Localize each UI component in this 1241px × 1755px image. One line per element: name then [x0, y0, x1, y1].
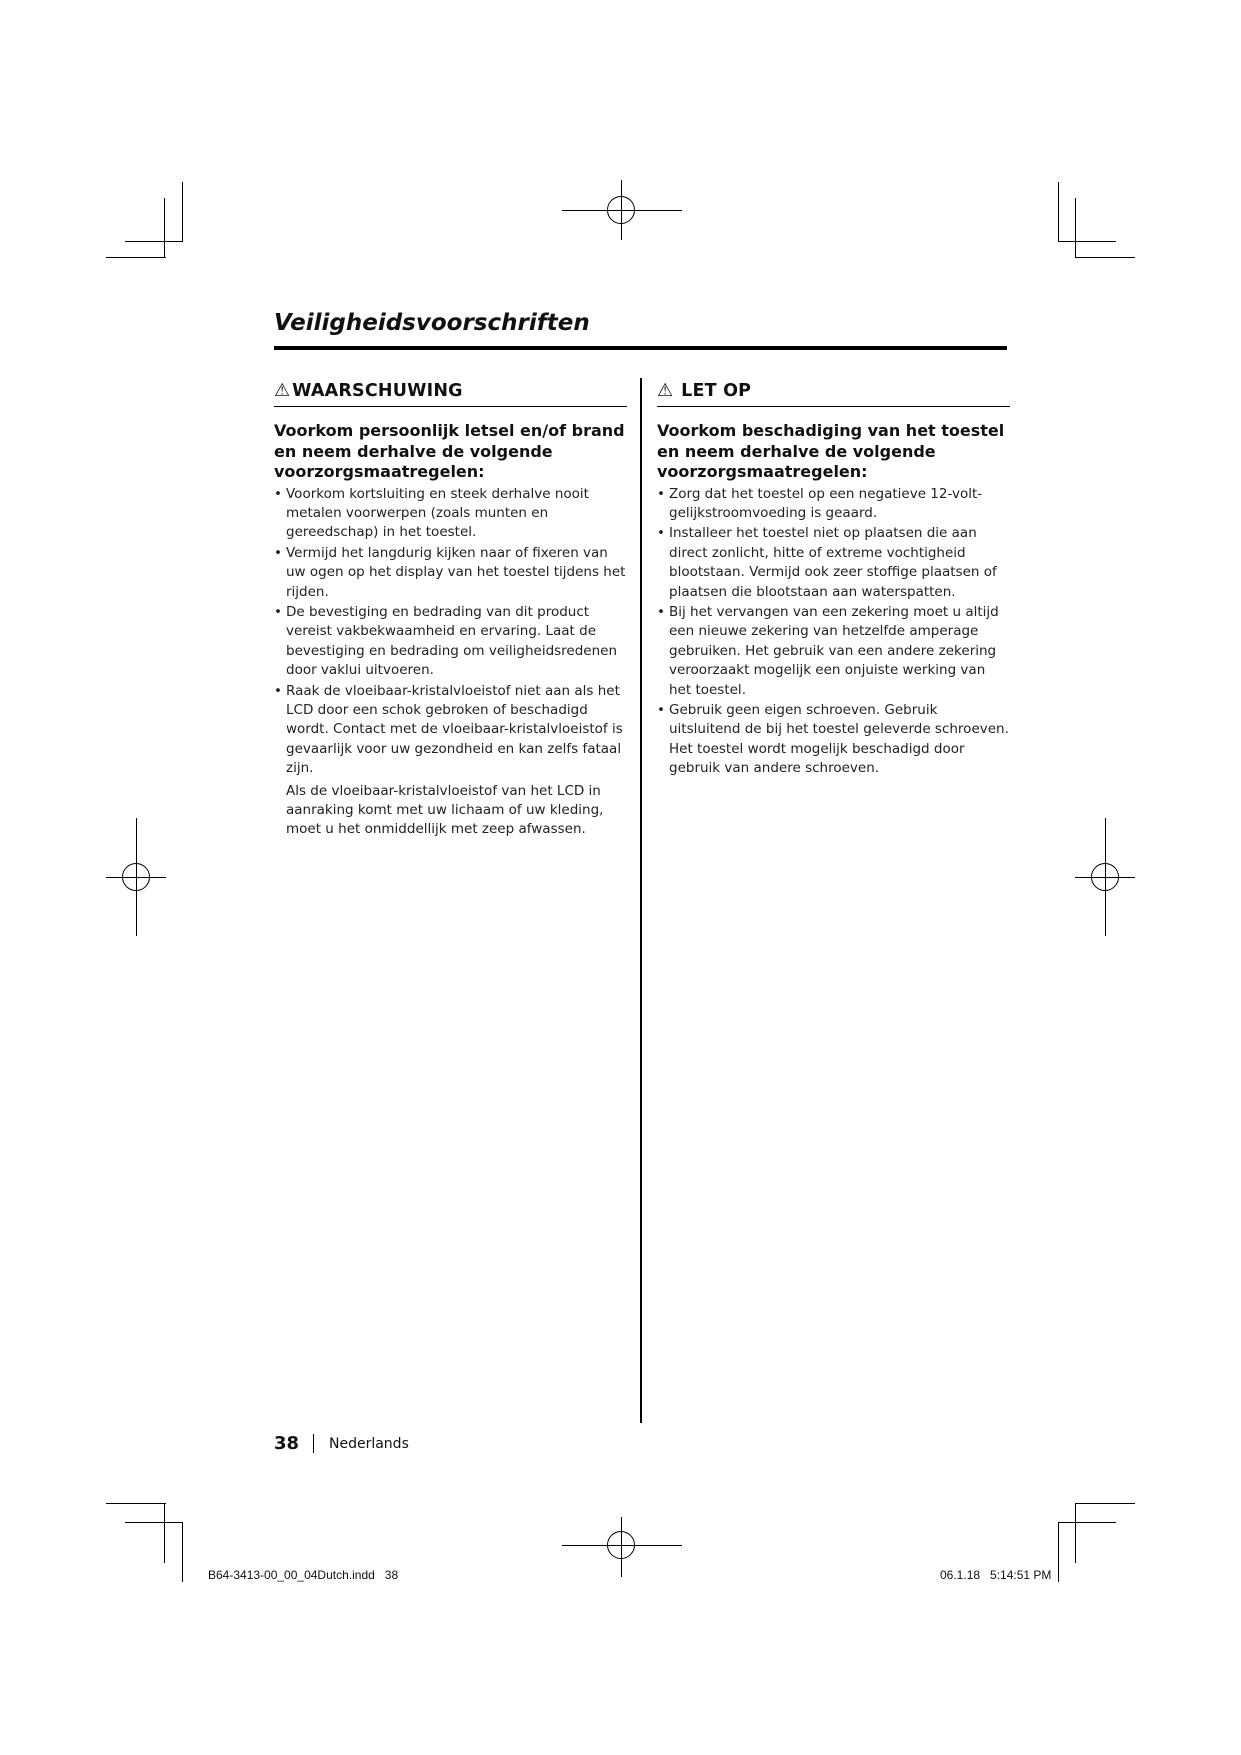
bullet: •	[274, 544, 282, 561]
bullet: •	[657, 525, 665, 542]
warning-continuation: Als de vloeibaar-kristalvloeistof van het LCD in aanraking komt met uw lichaam of uw kleding, moet u het onmiddellijk met zeep afwassen.	[286, 782, 604, 838]
list-item-text: De bevestiging en bedrading van dit product vereist vakbekwaamheid en ervaring. Laat de bevestiging en bedrading om veiligheidsredenen door vaklui uitvoeren.	[286, 603, 618, 679]
caution-subheading: Voorkom beschadiging van het toestel en neem derhalve de volgende voorzorgsmaatregelen:	[657, 421, 1005, 481]
slug-filename: B64-3413-00_00_04Dutch.indd 38	[208, 1568, 399, 1582]
column-divider	[640, 378, 642, 1423]
list-item	[274, 682, 627, 779]
bullet: •	[657, 603, 665, 620]
list-item	[274, 485, 627, 543]
caution-list	[657, 485, 1010, 779]
list-item-text: Gebruik geen eigen schroeven. Gebruik uitsluitend de bij het toestel geleverde schroeven. Het toestel wordt mogelijk beschadigd door gebruik van andere schroeven.	[669, 701, 1009, 777]
bullet: •	[274, 682, 282, 699]
list-item-text: Raak de vloeibaar-kristalvloeistof niet aan als het LCD door een schok gebroken of beschadigd wordt. Contact met de vloeibaar-kristalvloeistof is gevaarlijk voor uw gezondheid en kan zelfs fataal zijn.	[286, 682, 623, 777]
warning-triangle-icon: ⚠	[274, 380, 291, 401]
caution-section	[657, 378, 1010, 780]
page-title: Veiligheidsvoorschriften	[274, 310, 590, 336]
list-item-text: Zorg dat het toestel op een negatieve 12-volt-gelijkstroomvoeding is geaard.	[669, 485, 983, 521]
caution-heading-text: LET OP	[681, 381, 752, 401]
title-rule	[274, 346, 1007, 350]
list-item-text: Installeer het toestel niet op plaatsen die aan direct zonlicht, hitte of extreme vochtigheid blootstaan. Vermijd ook zeer stoffige plaatsen of plaatsen die blootstaan aan waterspatten.	[669, 525, 997, 600]
warning-subheading: Voorkom persoonlijk letsel en/of brand en neem derhalve de volgende voorzorgsmaatregelen:	[274, 421, 625, 481]
warning-section	[274, 378, 627, 841]
list-item-text: Voorkom kortsluiting en steek derhalve nooit metalen voorwerpen (zoals munten en gereedschap) in het toestel.	[286, 485, 589, 541]
list-item-text: Vermijd het langdurig kijken naar of fixeren van uw ogen op het display van het toestel tijdens het rijden.	[286, 544, 626, 600]
list-item	[657, 485, 1010, 524]
bullet: •	[274, 603, 282, 620]
warning-list	[274, 485, 627, 779]
warning-heading-text: WAARSCHUWING	[292, 381, 463, 401]
slug-timestamp: 06.1.18 5:14:51 PM	[940, 1568, 1052, 1582]
warning-triangle-icon: ⚠	[657, 380, 674, 401]
bullet: •	[657, 701, 665, 718]
bullet: •	[657, 485, 665, 502]
warning-heading	[274, 378, 627, 407]
bullet: •	[274, 485, 282, 502]
page-number: 38	[274, 1433, 300, 1454]
list-item	[657, 603, 1010, 700]
footer-separator	[313, 1434, 314, 1453]
list-item	[274, 603, 627, 681]
list-item	[274, 544, 627, 602]
caution-heading	[657, 378, 1010, 407]
list-item-text: Bij het vervangen van een zekering moet u altijd een nieuwe zekering van hetzelfde amperage gebruiken. Het gebruik van een andere zekering veroorzaakt mogelijk een onjuiste werking van het toestel.	[669, 603, 999, 698]
footer-language: Nederlands	[329, 1436, 409, 1452]
list-item	[657, 524, 1010, 602]
list-item	[657, 701, 1010, 779]
